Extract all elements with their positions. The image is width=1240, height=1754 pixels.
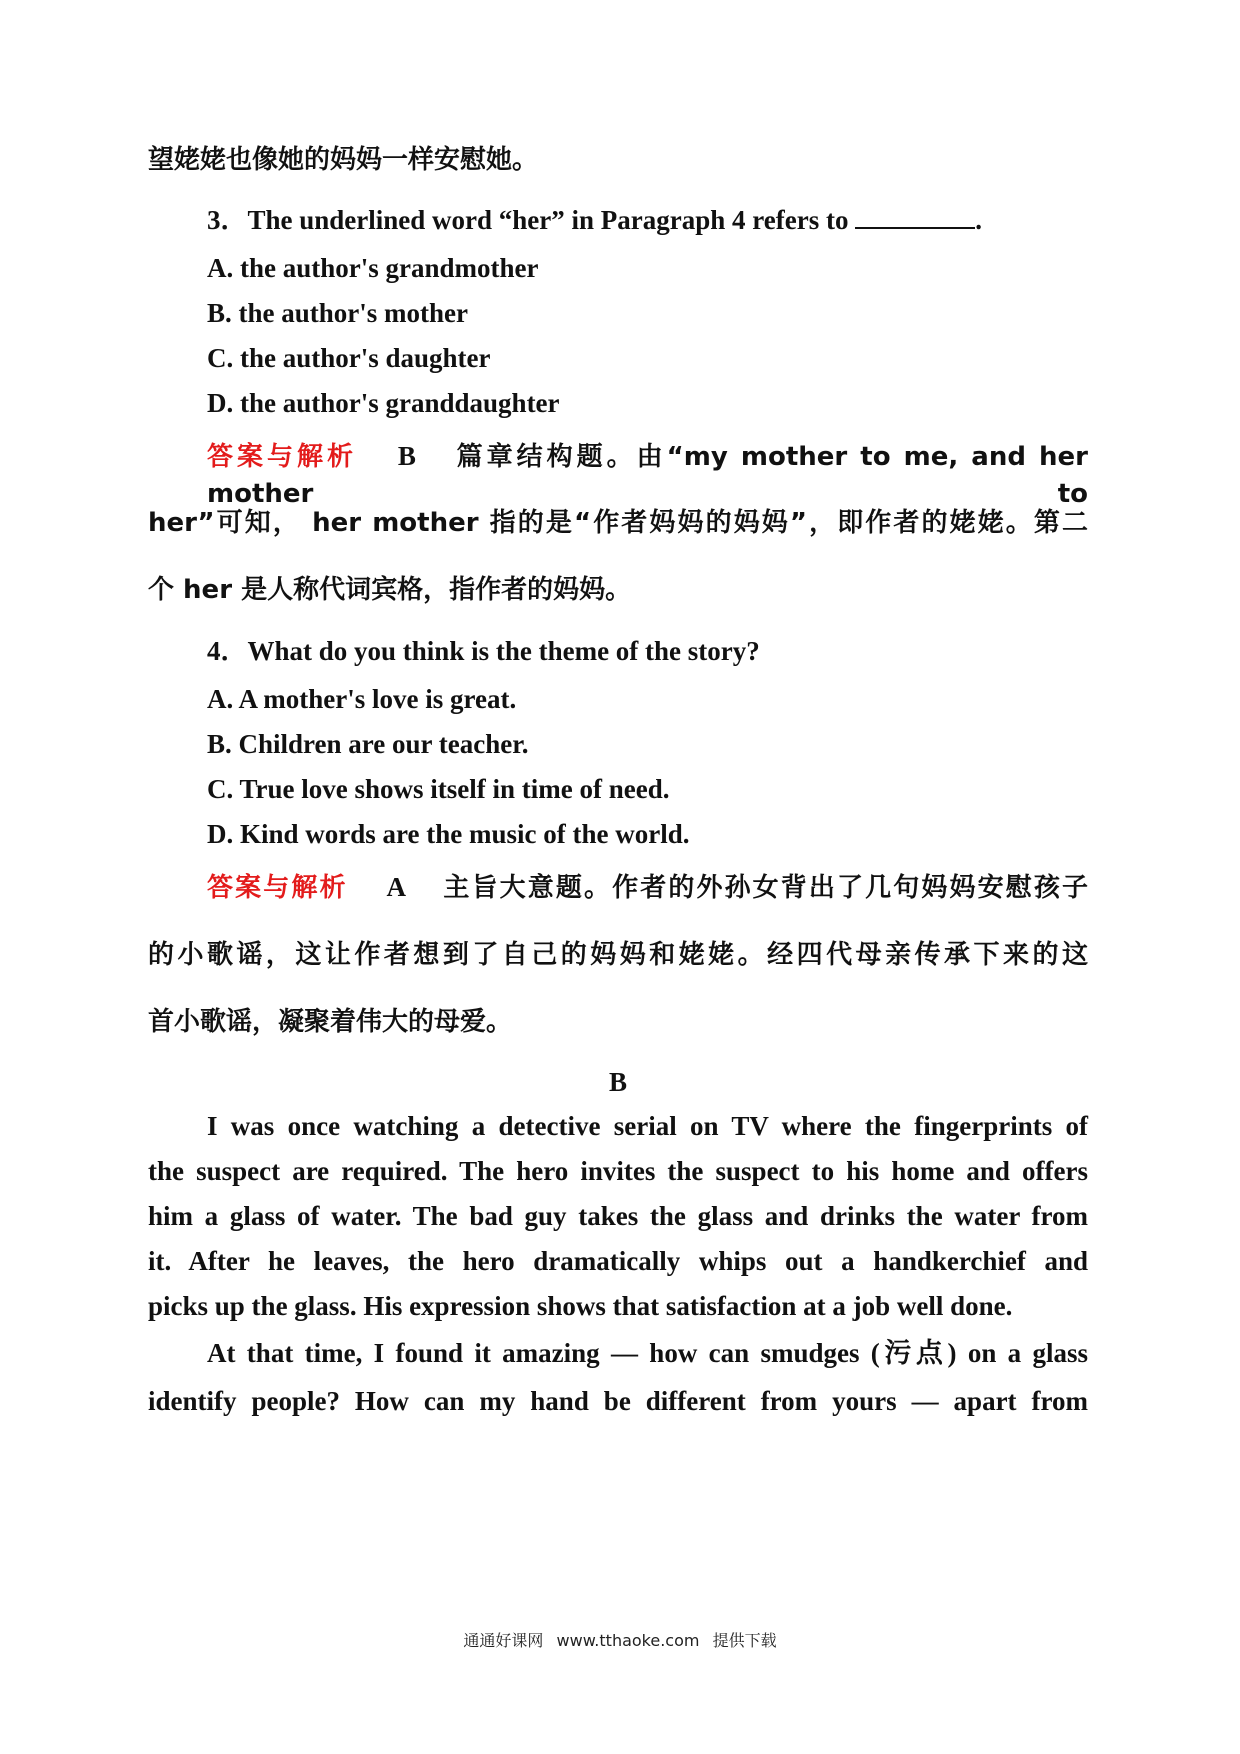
answer-label: 答案与解析 (207, 442, 358, 472)
section-heading: B (608, 1067, 627, 1097)
analysis-text: 主旨大意题。作者的外孙女背出了几句妈妈安慰孩子 (443, 873, 1088, 903)
paragraph-line: identify people? How can my hand be different from yours — apart from (148, 1386, 1088, 1416)
q4-option-b: B. Children are our teacher. (207, 729, 529, 759)
q4-answer-line-1 (207, 869, 1088, 905)
question-3-text: 3．The underlined word “her” in Paragraph 4 refers to (207, 205, 856, 235)
q3-answer-line-1 (207, 438, 1088, 509)
paragraph-line: picks up the glass. His expression shows that satisfaction at a job well done. (148, 1291, 1013, 1321)
q3-option-c: C. the author's daughter (207, 343, 491, 373)
q4-analysis-line-3: 首小歌谣，凝聚着伟大的母爱。 (148, 1007, 513, 1037)
question-3 (207, 202, 1088, 238)
paragraph-line: the suspect are required. The hero invites the suspect to his home and offers (148, 1156, 1088, 1186)
q3-option-b: B. the author's mother (207, 298, 468, 328)
answer-blank (855, 203, 975, 229)
q3-option-a: A. the author's grandmother (207, 253, 539, 283)
footer-url[interactable]: www.tthaoke.com (556, 1631, 700, 1650)
q4-analysis-line-2: 的小歌谣，这让作者想到了自己的妈妈和姥姥。经四代母亲传承下来的这 (148, 940, 1088, 970)
q3-analysis-line-2: her”可知， her mother 指的是“作者妈妈的妈妈”，即作者的姥姥。第二 (148, 508, 1088, 538)
answer-label: 答案与解析 (207, 873, 348, 903)
paragraph-line: At that time, I found it amazing — how can smudges (污点) on a glass (207, 1338, 1088, 1368)
question-4: 4．What do you think is the theme of the story? (207, 636, 760, 666)
answer-letter: B (397, 441, 416, 471)
footer-note: 提供下载 (712, 1631, 777, 1650)
top-line: 望姥姥也像她的妈妈一样安慰她。 (148, 145, 539, 175)
q3-option-d: D. the author's granddaughter (207, 388, 560, 418)
footer-site-name: 通通好课网 (463, 1631, 544, 1650)
paragraph-line: it. After he leaves, the hero dramatically whips out a handkerchief and (148, 1246, 1088, 1276)
paragraph-line: him a glass of water. The bad guy takes the glass and drinks the water from (148, 1201, 1088, 1231)
answer-letter: A (386, 872, 405, 902)
q4-option-d: D. Kind words are the music of the world. (207, 819, 690, 849)
analysis-text: 篇章结构题。由“my mother to me, and her mother to (207, 442, 1088, 509)
page-footer (0, 1628, 1240, 1651)
q4-option-a: A. A mother's love is great. (207, 684, 517, 714)
q3-analysis-line-3: 个 her 是人称代词宾格，指作者的妈妈。 (148, 575, 632, 605)
paragraph-line: I was once watching a detective serial on TV where the fingerprints of (207, 1111, 1088, 1141)
question-3-suffix: . (975, 205, 982, 235)
q4-option-c: C. True love shows itself in time of need. (207, 774, 670, 804)
